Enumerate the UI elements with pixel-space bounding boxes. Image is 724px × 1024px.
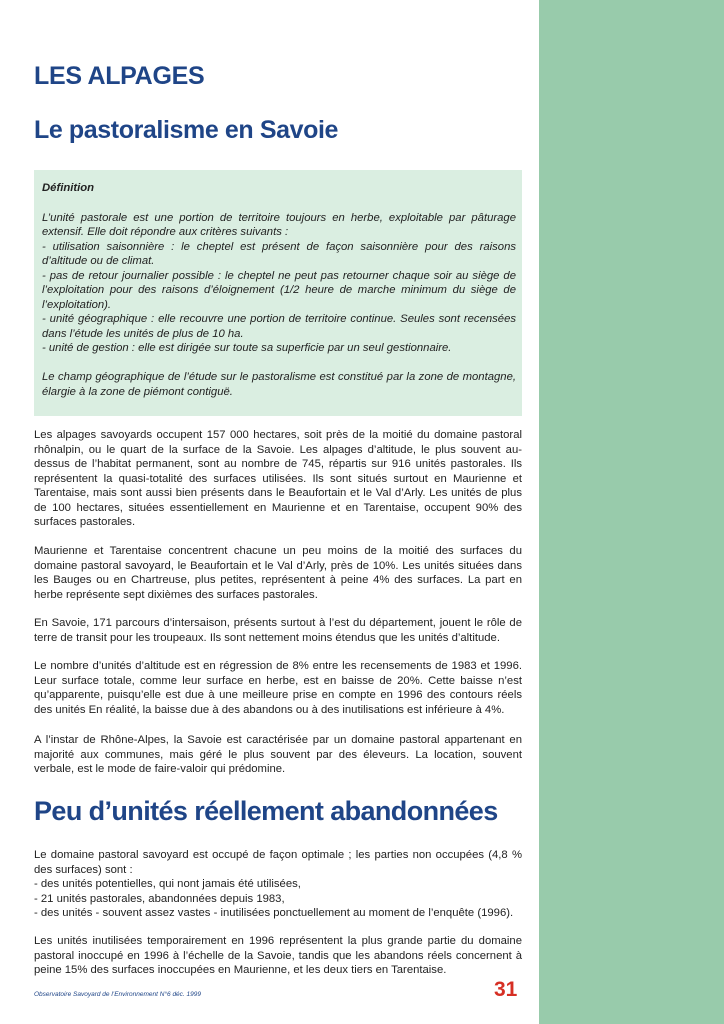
page-subtitle: Le pastoralisme en Savoie	[34, 116, 339, 144]
sidebar-band	[539, 0, 724, 1024]
definition-criterion: - pas de retour journalier possible : le cheptel ne peut pas retourner chaque soir au siège de l’exploitation pour des raisons d’éloignement (1/2 heure de marche minimum du siège de l’exploitation).	[42, 269, 516, 311]
body-paragraph-2: Maurienne et Tarentaise concentrent chacune un peu moins de la moitié des surfaces du domaine pastoral savoyard, le Beaufortain et le Val d’Arly, près de 10%. Les unités situées dans les Bauges ou en Chartreuse, plus petites, représentent à peine 4% des surfaces. La part en herbe représente sept dixièmes des surfaces pastorales.	[34, 545, 522, 601]
body-paragraph-3: En Savoie, 171 parcours d’intersaison, présents surtout à l’est du département, jouent le rôle de terre de transit pour les troupeaux. Ils sont nettement moins étendus que les unités d’altitude.	[34, 617, 522, 644]
definition-criterion: - unité de gestion : elle est dirigée sur toute sa superficie par un seul gestionnaire.	[42, 342, 452, 354]
list-item: - des unités potentielles, qui nont jamais été utilisées,	[34, 878, 301, 890]
list-item: - 21 unités pastorales, abandonnées depuis 1983,	[34, 892, 285, 905]
definition-intro: L’unité pastorale est une portion de territoire toujours en herbe, exploitable par pâturage extensif. Elle doit répondre aux critères suivants :	[42, 211, 516, 238]
definition-scope: Le champ géographique de l’étude sur le pastoralisme est constitué par la zone de montagne, élargie à la zone de piémont contiguë.	[42, 371, 516, 398]
section-list-paragraph	[34, 848, 522, 921]
body-paragraph-5: A l’instar de Rhône-Alpes, la Savoie est caractérisée par un domaine pastoral appartenant en majorité aux communes, mais géré le plus souvent par des éleveurs. La location, souvent verbale, est le mode de faire-valoir qui prédomine.	[34, 734, 522, 775]
page-number: 31	[494, 978, 518, 1001]
section-heading: Peu d’unités réellement abandonnées	[34, 796, 498, 826]
footer-note: Observatoire Savoyard de l’Environnement N°6 déc. 1999	[34, 991, 201, 998]
section-intro: Le domaine pastoral savoyard est occupé de façon optimale ; les parties non occupées (4,8 % des surfaces) sont :	[34, 849, 522, 876]
definition-heading: Définition	[42, 182, 95, 194]
definition-criterion: - utilisation saisonnière : le cheptel est présent de façon saisonnière pour des raisons d’altitude ou de climat.	[42, 240, 516, 267]
body-paragraph-4: Le nombre d’unités d’altitude est en régression de 8% entre les recensements de 1983 et 1996. Leur surface totale, comme leur surface en herbe, est en baisse de 20%. Cette baisse n’est qu’apparente, puisqu’elle est due à une meilleure prise en compte en 1996 des contours réels des unités En réalité, la baisse due à des abandons ou à des inutilisations est inférieure à 4%.	[34, 660, 522, 716]
definition-box	[34, 170, 522, 416]
page-title: LES ALPAGES	[34, 62, 205, 90]
list-item: - des unités - souvent assez vastes - inutilisées ponctuellement au moment de l’enquête (1996).	[34, 907, 514, 919]
body-paragraph-1: Les alpages savoyards occupent 157 000 hectares, soit près de la moitié du domaine pastoral rhônalpin, ou le quart de la surface de la Savoie. Les alpages d’altitude, le plus souvent au-dessus de l’habitat permanent, sont au nombre de 745, répartis sur 916 unités pastorales. Ils représentent la quasi-totalité des surfaces utilisées. Ils sont situés surtout en Maurienne et Tarentaise, mais sont aussi bien présents dans le Beaufortain et le Val d’Arly. Les unités de plus de 100 hectares, situées essentiellement en Maurienne et en Tarentaise, occupent 90% des surfaces pastorales.	[34, 429, 522, 528]
definition-criterion: - unité géographique : elle recouvre une portion de territoire continue. Seules sont recensées dans l’étude les unités de plus de 10 ha.	[42, 313, 516, 340]
section-paragraph-2: Les unités inutilisées temporairement en 1996 représentent la plus grande partie du domaine pastoral inoccupé en 1996 à l’échelle de la Savoie, tandis que les abandons réels concernent à peine 15% des surfaces inoccupées en Maurienne, et les deux tiers en Tarentaise.	[34, 935, 522, 976]
